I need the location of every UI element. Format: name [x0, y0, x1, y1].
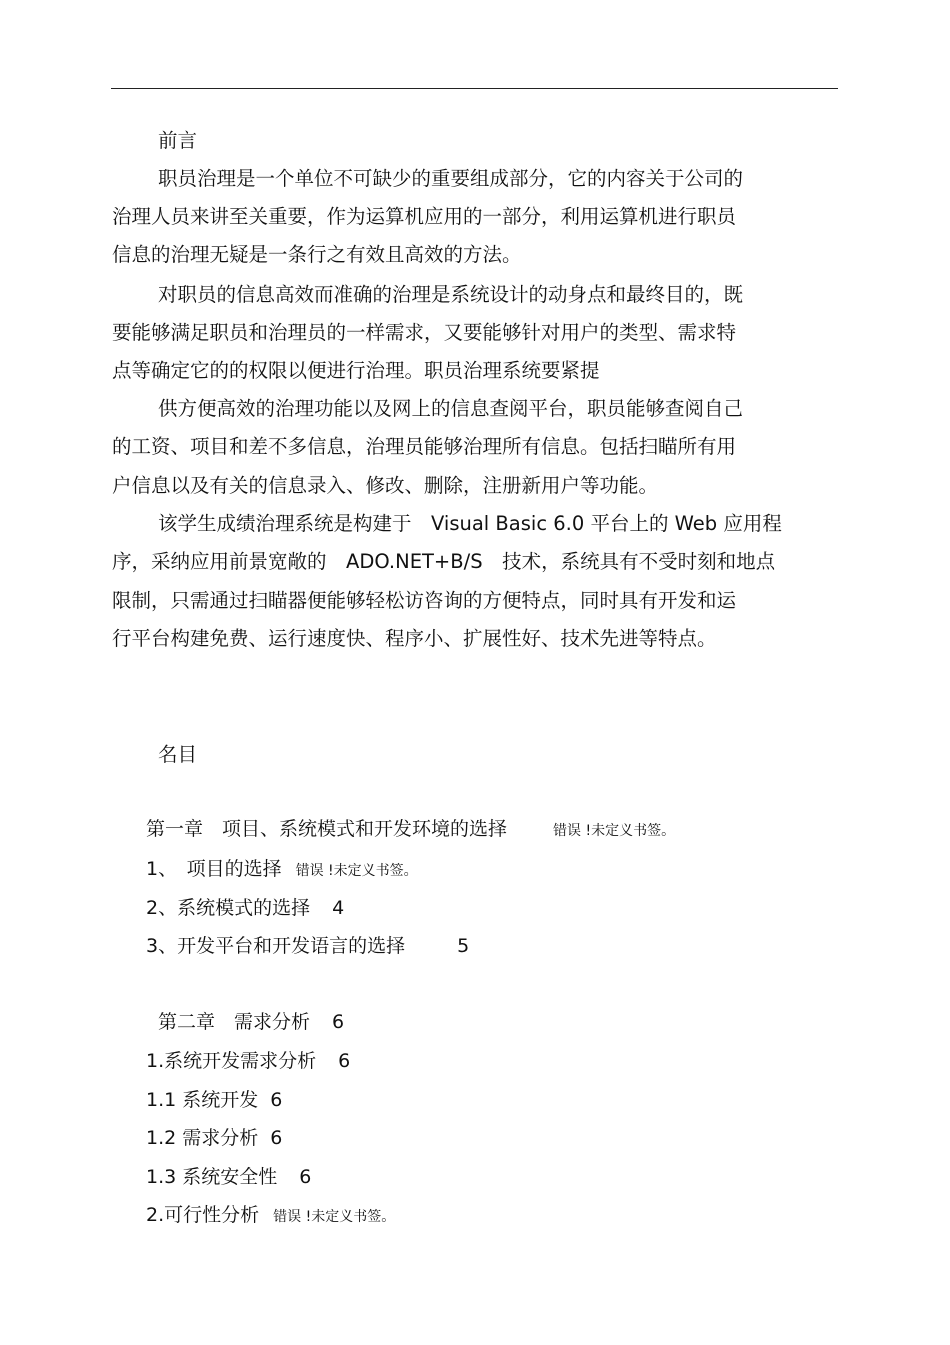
preface-line: 的工资、项目和差不多信息，治理员能够治理所有信息。包括扫瞄所有用	[112, 435, 737, 458]
toc-entry-error: 错误 !未定义书签。	[553, 823, 676, 839]
toc-entry[interactable]	[146, 899, 344, 918]
toc-entry[interactable]	[146, 1206, 395, 1225]
toc-entry-page: 6	[270, 1127, 283, 1149]
toc-entry[interactable]	[158, 1013, 344, 1032]
toc-entry-page: 6	[332, 1011, 345, 1033]
toc-entry-title: 2、系统模式的选择	[146, 897, 311, 919]
preface-line: 供方便高效的治理功能以及网上的信息查阅平台，职员能够查阅自己	[158, 397, 744, 420]
toc-entry-title: 2.可行性分析	[146, 1204, 260, 1226]
preface-line: 序，采纳应用前景宽敞的 ADO.NET+B/S 技术，系统具有不受时刻和地点	[112, 550, 776, 573]
toc-entry[interactable]	[146, 1129, 282, 1148]
preface-line: 职员治理是一个单位不可缺少的重要组成部分，它的内容关于公司的	[158, 167, 744, 190]
preface-line: 限制，只需通过扫瞄器便能够轻松访咨询的方便特点，同时具有开发和运	[112, 589, 737, 612]
preface-line: 行平台构建免费、运行速度快、程序小、扩展性好、技术先进等特点。	[112, 627, 717, 650]
preface-line: 户信息以及有关的信息录入、修改、删除，注册新用户等功能。	[112, 474, 659, 497]
toc-entry-page: 6	[270, 1089, 283, 1111]
toc-entry-title: 1.系统开发需求分析	[146, 1050, 317, 1072]
toc-entry[interactable]	[146, 1168, 311, 1187]
preface-line: 治理人员来讲至关重要，作为运算机应用的一部分，利用运算机进行职员	[112, 205, 737, 228]
toc-entry[interactable]	[146, 1091, 282, 1110]
toc-entry[interactable]	[146, 1052, 350, 1071]
header-rule	[111, 88, 838, 89]
toc-entry-error: 错误 !未定义书签。	[273, 1209, 396, 1225]
toc-entry[interactable]	[146, 937, 469, 956]
toc-entry-page: 6	[299, 1166, 312, 1188]
preface-line: 要能够满足职员和治理员的一样需求，又要能够针对用户的类型、需求特	[112, 321, 737, 344]
toc-entry-title: 1、 项目的选择	[146, 858, 282, 880]
toc-entry-error: 错误 !未定义书签。	[295, 863, 418, 879]
toc-entry[interactable]	[146, 860, 418, 879]
preface-line: 该学生成绩治理系统是构建于 Visual Basic 6.0 平台上的 Web 应用程	[158, 512, 782, 535]
preface-heading: 前言	[158, 129, 198, 152]
toc-entry-title: 3、开发平台和开发语言的选择	[146, 935, 406, 957]
toc-entry-title: 1.1 系统开发	[146, 1089, 259, 1111]
toc-entry-title: 第二章 需求分析	[158, 1011, 311, 1033]
preface-line: 点等确定它的的权限以便进行治理。职员治理系统要紧提	[112, 359, 600, 382]
toc-entry-page: 4	[332, 897, 345, 919]
toc-entry-page: 6	[338, 1050, 351, 1072]
toc-entry-title: 第一章 项目、系统模式和开发环境的选择	[146, 818, 508, 840]
toc-entry-title: 1.2 需求分析	[146, 1127, 259, 1149]
toc-entry-page: 5	[457, 935, 470, 957]
toc-heading: 名目	[158, 743, 198, 766]
toc-entry-title: 1.3 系统安全性	[146, 1166, 278, 1188]
toc-entry[interactable]	[146, 820, 675, 839]
preface-line: 信息的治理无疑是一条行之有效且高效的方法。	[112, 243, 522, 266]
preface-line: 对职员的信息高效而准确的治理是系统设计的动身点和最终目的，既	[158, 283, 744, 306]
